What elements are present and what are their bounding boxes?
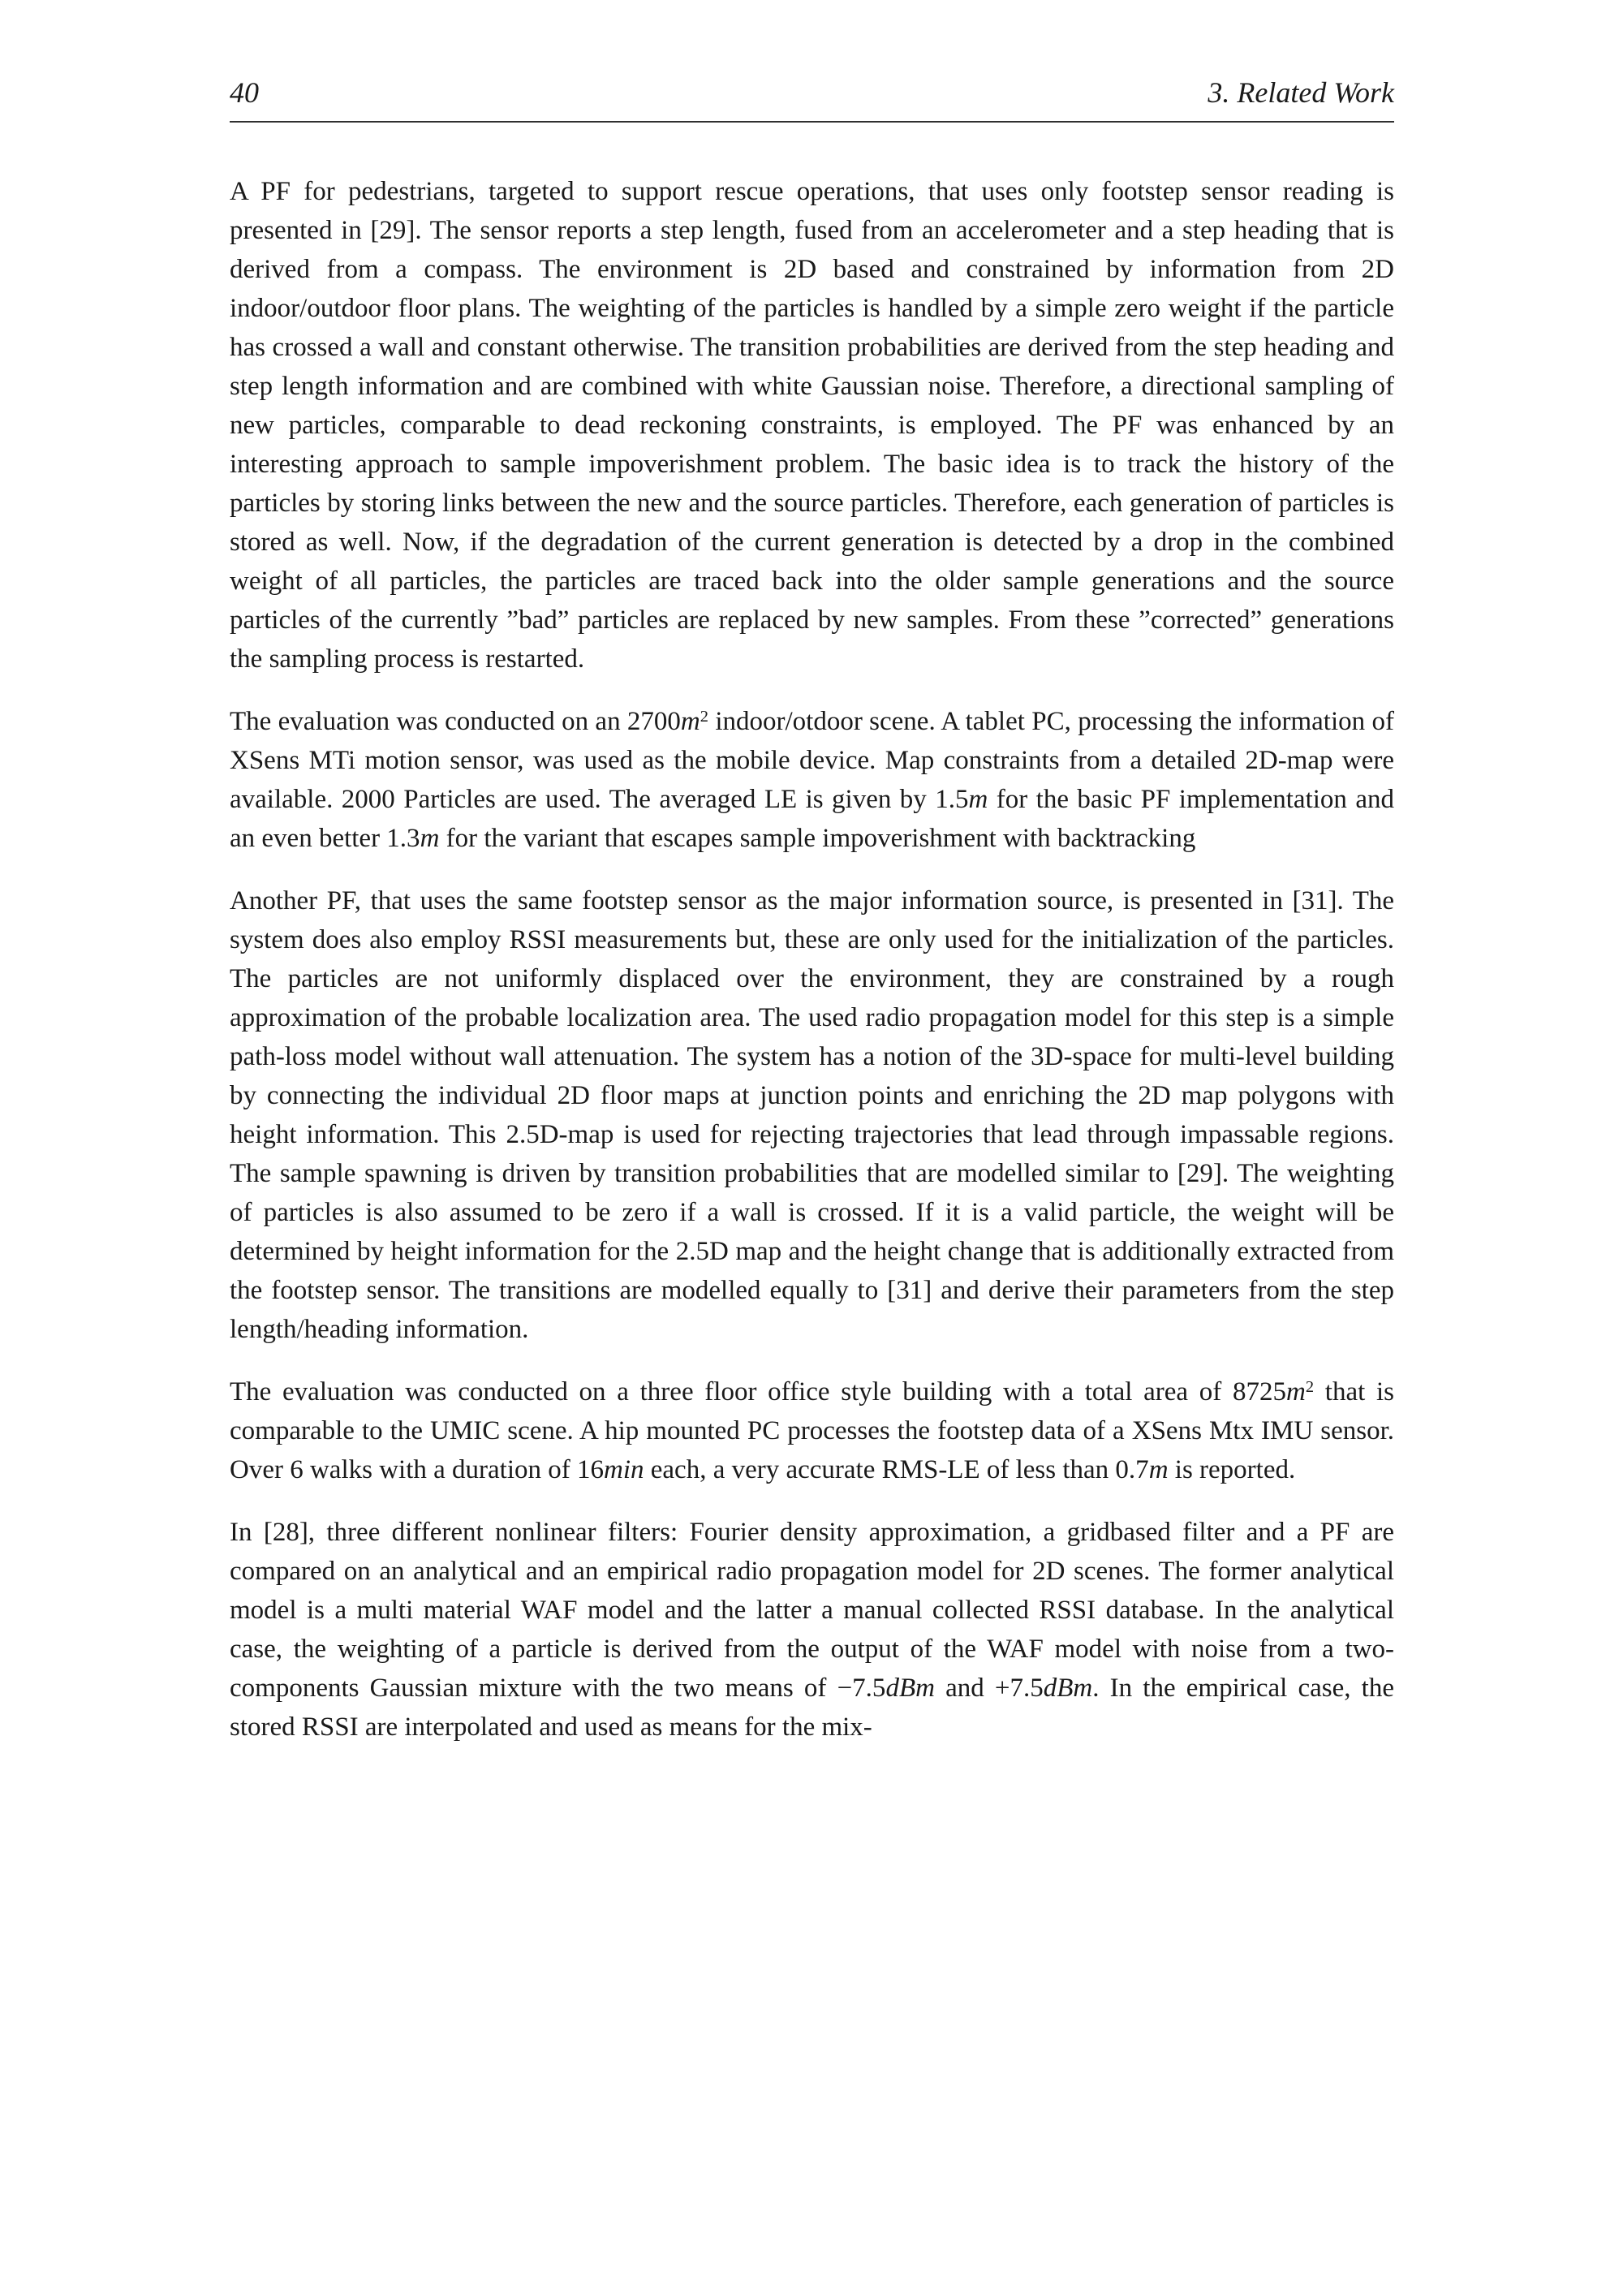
text-run: each, a very accurate RMS-LE of less than 0.7 <box>644 1455 1149 1484</box>
math-variable: m <box>1286 1377 1306 1406</box>
math-variable: m <box>1148 1455 1169 1484</box>
math-variable: dBm <box>885 1674 935 1703</box>
text-run: and +7.5 <box>934 1674 1044 1703</box>
math-variable: min <box>604 1455 644 1484</box>
text-run: that is comparable to the UMIC scene. A hip mounted PC processes the footstep data of a XSens Mtx IMU sensor. Over 6 walks with a duration of 16 <box>230 1377 1394 1484</box>
chapter-title: 3. Related Work <box>1208 76 1394 109</box>
math-variable: m <box>968 785 988 814</box>
header-rule <box>230 121 1394 123</box>
page-header <box>230 75 1394 110</box>
paragraph <box>230 1513 1394 1747</box>
paragraph <box>230 881 1394 1349</box>
paragraph <box>230 172 1394 678</box>
text-run: Another PF, that uses the same footstep sensor as the major information source, is presented in [31]. The system does also employ RSSI measurements but, these are only used for the initialization of the particles. The particles are not uniformly displaced over the environment, they are constrained by a rough approximation of the probable localization area. The used radio propagation model for this step is a simple path-loss model without wall attenuation. The system has a notion of the 3D-space for multi-level building by connecting the individual 2D floor maps at junction points and enriching the 2D map polygons with height information. This 2.5D-map is used for rejecting trajectories that lead through impassable regions. The sample spawning is driven by transition probabilities that are modelled similar to [29]. The weighting of particles is also assumed to be zero if a wall is crossed. If it is a valid particle, the weight will be determined by height information for the 2.5D map and the height change that is additionally extracted from the footstep sensor. The transitions are modelled equally to [31] and derive their parameters from the step length/heading information. <box>230 886 1394 1344</box>
text-run: A PF for pedestrians, targeted to support rescue operations, that uses only footstep sensor reading is presented in [29]. The sensor reports a step length, fused from an accelerometer and a step heading that is derived from a compass. The environment is 2D based and constrained by information from 2D indoor/outdoor floor plans. The weighting of the particles is handled by a simple zero weight if the particle has crossed a wall and constant otherwise. The transition probabilities are derived from the step heading and step length information and are combined with white Gaussian noise. Therefore, a directional sampling of new particles, comparable to dead reckoning constraints, is employed. The PF was enhanced by an interesting approach to sample impoverishment problem. The basic idea is to track the history of the particles by storing links between the new and the source particles. Therefore, each generation of particles is stored as well. Now, if the degradation of the current generation is detected by a drop in the combined weight of all particles, the particles are traced back into the older sample generations and the source particles of the currently ”bad” particles are replaced by new samples. From these ”corrected” generations the sampling process is restarted. <box>230 177 1394 674</box>
text-run: The evaluation was conducted on an 2700 <box>230 707 681 736</box>
page-number: 40 <box>230 76 259 109</box>
text-run: indoor/otdoor scene. A tablet PC, processing the information of XSens MTi motion sensor, was used as the mobile device. Map constraints from a detailed 2D-map were available. 2000 Particles are used. The averaged LE is given by 1.5 <box>230 707 1394 814</box>
math-superscript: 2 <box>700 707 708 726</box>
math-variable: m <box>420 824 440 853</box>
text-run: . In the empirical case, the stored RSSI are interpolated and used as means for the mix- <box>230 1674 1395 1742</box>
math-variable: m <box>680 707 700 736</box>
text-run: for the variant that escapes sample impoverishment with backtracking <box>439 824 1196 853</box>
text-run: In [28], three different nonlinear filters: Fourier density approximation, a gridbased filter and a PF are compared on an analytical and an empirical radio propagation model for 2D scenes. The former analytical model is a multi material WAF model and the latter a manual collected RSSI database. In the analytical case, the weighting of a particle is derived from the output of the WAF model with noise from a two-components Gaussian mixture with the two means of −7.5 <box>230 1518 1394 1703</box>
text-run: The evaluation was conducted on a three floor office style building with a total area of 8725 <box>230 1377 1286 1406</box>
paragraph <box>230 702 1394 858</box>
text-run: for the basic PF implementation and an even better 1.3 <box>230 785 1394 853</box>
page-body <box>230 172 1394 1747</box>
text-run: is reported. <box>1168 1455 1296 1484</box>
math-variable: dBm <box>1043 1674 1093 1703</box>
paragraph <box>230 1372 1394 1489</box>
math-superscript: 2 <box>1305 1377 1315 1396</box>
